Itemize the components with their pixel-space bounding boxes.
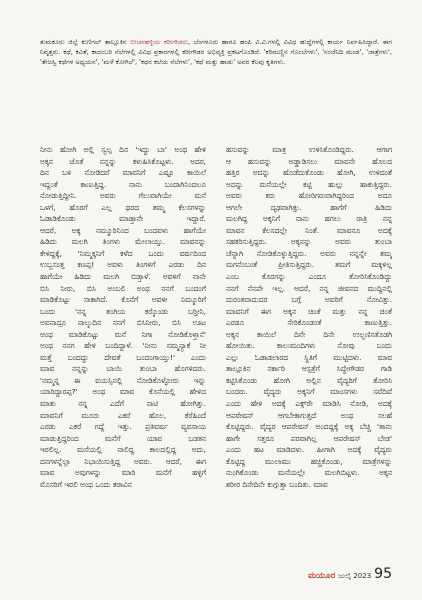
- text-line: ಆದರೆ, ಅಕ್ಕ ನಮ್ಮೂರಿನಿಂದ ಬಂದವಳು ಹಾಗೆಯೇ: [40, 225, 206, 235]
- text-line: ನನಗೆ ನೆನಪೇ ಇಲ್ಲ. ಆದರೆ, ನನ್ನ ಜೀವನದ ಮುದ್ದಿನಲ್ಲಿ: [226, 283, 392, 293]
- text-line: ಕೊಟ್ಟಿದ್ದ ಮುಲಾಮು ಹಚ್ಚಿಕೊಂಡು, ಮಾತ್ರೆಗಳನ್ನು: [226, 456, 392, 466]
- text-line: ಎಂದು ಹೇಳಿ ಅದಕ್ಕೆ ಎಕ್ಸ್‌ರೇ ಮಾಡಿಸಿ ನೋಡಿ, ಅದಕ್ಕೆ: [226, 399, 392, 409]
- article-right-column: [226, 144, 392, 490]
- text-line: ಇರಲಿಲ್ಲ. ಮನೆಯಲ್ಲಿ ನಾಲಿದ್ದ ಕಾಲದಲ್ಲಿದ್ದ ಅದು,: [40, 445, 206, 455]
- text-line: ನುಂಗಿಕೊಂಡು ಮನೆಯಲ್ಲೇ ಮಲಗಿಬಿಟ್ಟಳು. ಅಕ್ಕನ: [226, 468, 392, 478]
- text-line: ಉಬ್ಬಸಂತ್ತ ಕಣಪ್ಪ! ಅವಳು ತಿಂಗಳಿಗೆ ಎರಡು ದಿನ: [40, 260, 206, 270]
- text-line: ತಾಲ್ಲೂಕಿನ ಸರ್ಕಾರಿ ಆಸ್ಪತ್ರೆಗೆ ಸಿದ್ಧೇಗೌಡರ ಗಾಡಿ: [226, 364, 392, 374]
- text-line: ಅಂಥ ಮಾಡಿಕೊಟ್ಟು ಮನೆ ನಿಗಾ ನೋಡಿಕೊಳ್ತಾನೆ': [40, 329, 206, 339]
- text-line: ಮಾವನ ಕೆಲಸದಲ್ಲೇ ನಿಂತೆ. ಮಾವನೂ ಅದಕ್ಕೆ: [226, 225, 392, 235]
- text-line: ಕೇಳಿದ್ದಕ್ಕೆ, 'ನಿಮ್ಮಕ್ಕನಿಗೆ ಕಳೆದ ಒಂದು ವರ್ಷದಿಂದ: [40, 248, 206, 258]
- text-line: ಅಂಥ ನನಗ ಹೇಳಿ ಬಂದಿದ್ದಾಳೆ. 'ನೀನು ನಮ್ಮನ್ಯಾಕೆ ನೀ: [40, 341, 206, 351]
- text-line: ಸಹಕರಿಸುತ್ತಿದ್ದರು. ಅಕ್ಕನನ್ನು ಅವರು ತುಂಬಾ: [226, 237, 392, 247]
- page-number: 95: [374, 566, 392, 582]
- text-line: ದಿನ ಬಳಿ ನೋಡಿದರೆ ಮಾವನಿಗೆ ಎಷ್ಟೂ ಕಾಯಿಲೆ: [40, 168, 206, 178]
- text-line: ಮಾತು ನನ್ನ ಎದೆಗೆ ನಾಟಿ ಹೋಗಿತ್ತು.: [40, 399, 206, 409]
- text-line: ಒಳಗೆ, ಹೊರಗೆ ಎಲ್ಲ ಥರದ ತಮ್ಮ ಕೆಲಸಗಳನ್ನು: [40, 202, 206, 212]
- text-line: ನೋಡುತ್ತಿದ್ದೀನಿ. ಅವರು ಗೆಲುವಾಗಿಯೇ ಮನೆ: [40, 191, 206, 201]
- bio-segment-2: , ಬೆಂಗಳೂರು ಹಾಗೂ ಹಂಪಿ ವಿ.ವಿ.ಗಳಲ್ಲಿ ವಿವಿಧ ಹುದ್ದೆಗಳಲ್ಲಿ ಕಾರ್ಯ ನಿರ್ವಹಿಸಿದ್ದಾರೆ. ಈಗ ನಿವೃತ್ತರು. ಕಥೆ, ಕವಿತೆ, ಕಾದಂಬರಿ ನೆಲೆಗಳಲ್ಲಿ ವಿವಿಧ ಪ್ರಕಾರಗಳಲ್ಲಿ ಕರೀಗೌಡರ ಅಭಿವ್ಯಕ್ತಿ ಪ್ರಕಟಗೊಂಡಿದೆ. 'ಕರಿಮಣ್ಣಿನ ಗೊಂಬೆಗಳು', 'ನಂಜೆನಿದಿ ಮಂಡ', 'ಜಾತ್ರೆಗಳು', 'ತೇಜಸ್ವಿ ಕಥೆಗಳ ಅಧ್ಯಯನ', 'ಮಳೆ ಕೋಗಿಲೆ', 'ಕಥನ ಕಲೆಯ ನೆಲೆಗಳು', 'ಕಥೆ ಮತ್ತು ಹಾಡು' ಅವರ ಕೆಲವು ಕೃತಿಗಳು.: [40, 38, 392, 67]
- text-line: ಹೋಯಿತು. ಕಾಲುಮಂದಿಗಳು ನೋವು ಬಂದು: [226, 341, 392, 351]
- text-line: ಎಂಬ ಕೊರಗನ್ನು ಎಂದೂ ತೋರಿಸಿಕೊಂಡಿದ್ದು: [226, 272, 392, 282]
- text-line: ಅವರು ಕರು ಹೋರಿಗರುವಾಗಿದ್ದರಿಂದ ಅದೂ: [226, 191, 392, 201]
- issue-date: ಜುಲೈ 2023: [338, 572, 372, 580]
- text-line: ಎರಡು ಎಕರೆ ಗದ್ದೆ ಇತ್ತು. ಪ್ರತಿವರ್ಷ ವ್ಯವಸಾಯ: [40, 422, 206, 432]
- text-line: ಓಡಾಡಿಕೊಂಡು ಮಾಡ್ತಾನೇ ಇದ್ದಾರೆ.: [40, 214, 206, 224]
- text-line: ಅವನಾದ್ರೂ ನಾಲ್ಕುದಿನ ನನಗೆ ಬಿಸಿನೀರು, ಬಿಸಿ ಊಟ: [40, 318, 206, 328]
- text-line: ಮತ್ತೆ ಬಂದದ್ದು ದೇವತೆ ಬಂದಂಗಾಯ್ತು!' ಎಂದು: [40, 352, 206, 362]
- author-bio: [40, 37, 392, 68]
- text-line: ಮಾವ ಅವುಗಳನ್ನು ಮಾರಿ ಮನೆಗೆ ಹಳ್ಳಿಗೆ: [40, 468, 206, 478]
- magazine-logo: ಮಯೂರ: [308, 571, 336, 581]
- text-line: ಮಾವನಿಗೆ ಈಗ ಅಕ್ಕನ ಚಿಂತೆ ಮತ್ತು ನನ್ನ ಚಿಂತೆ: [226, 306, 392, 316]
- text-line: ಬಂದರು. ವೈದ್ಯರು ಅಕ್ಕನಿಗೆ ಮಾಂಸಗಳು ಸವೆದಿವೆ: [226, 387, 392, 397]
- text-line: ಚೆನ್ನಾಗಿ ನೋಡಿಕೊಳ್ಳುತ್ತಿದ್ದರು. ಅವರು ನನ್ನನ್ನೇ ತಮ್ಮ: [226, 248, 392, 258]
- text-line: ದುರಂತವಾದುದರ ಬಗ್ಗೆ ಅವರಿಗೆ ನೋವಿತ್ತು.: [226, 295, 392, 305]
- text-line: ಇದ್ದಂತೆ ಕಾಣುತ್ತಿದ್ದ. ನಾನು ಬಂದಾಗಿನಿಂದಲೂ: [40, 179, 206, 189]
- text-line: ಮೊಸರಿಗೆ ಇರಲಿ ಅಂಥ ಒಂದು ಕರಾವಿನ: [40, 479, 132, 489]
- text-line: ಅಕ್ಕನ ಜೊತೆ ನನ್ನನ್ನು ಕಳುಹಿಸಿಕೊಟ್ಟಳು. ಅದರ,: [40, 156, 206, 166]
- text-line: ಮಾಡುತ್ತಿದ್ದರಿಂದ ಮನೆಗೆ ಯಾವ ಬಡತನ: [40, 433, 206, 443]
- text-line: ಎಲ್ಲು ಓಡಾಡಲಾರದ ಸ್ಥಿತಿಗೆ ಮುಟ್ಟಿದಳು. ಮಾವ: [226, 352, 392, 362]
- text-line: ಬಂದು 'ನನ್ನ ತಂಗಿಯ ಕರ್‍ಕೊಂಡು ಬರ್‍ತೀನಿ,: [40, 306, 206, 316]
- bio-segment-0: ತುಮಕೂರು ಜಿಲ್ಲೆ ಕುಣಿಗಲ್ ತಾಲ್ಲೂಕಿನ: [40, 38, 131, 46]
- text-line: ಶರೀರ ದಿನೇದಿನೇ ಕುಗ್ಗುತ್ತಾ ಬಂದಿತು. ಮಾವ: [226, 479, 328, 489]
- text-line: ಬಿಸಿ ನೀರು, ಬಿಸಿ ಅಂಬಲಿ ಅಂಥ ನನಗೆ ಬಂದಂಗೆ: [40, 283, 206, 293]
- text-line: ಎರಡೂ ಸೇರಿಕೊಂಡಂತೆ ಕಾಣುತ್ತಿತ್ತು.: [226, 318, 392, 328]
- text-line: ನೀನು ಹೋಗಿ ಅಲ್ಲಿ ಸ್ವಲ್ಪ ದಿನ 'ಇದ್ದು ಬಾ' ಅಂಥ ಹೇಳಿ: [40, 145, 206, 154]
- text-line: ಯಾರಿದ್ದಾರಪ್ಪ?' ಅಂಥ ಮಾವ ಕೊನೆಯಲ್ಲಿ ಹೇಳಿದ: [40, 387, 206, 397]
- article-left-column: [40, 144, 206, 490]
- bio-author-name: ಬೀಚನಹಳ್ಳಿಯ ಕರೀಗೌಡರು: [130, 38, 188, 46]
- text-line: ಮಗನೆಂಬಂತೆ ಪ್ರೀತಿಸುತ್ತಿದ್ದರು. ತಮಗೆ ಮಕ್ಕಳಿಲ್ಲ: [226, 260, 392, 270]
- text-line: ಹಸುವನ್ನು ಮಾತ್ರ ಉಳಿಸಿಕೊಂಡಿದ್ದರು. ಆಗಾಗ: [226, 145, 392, 154]
- text-line: ಆ ಹಸುವನ್ನು ಅಡ್ಡಾಡಿಸಲು ಮಾವನೇ ಹೊಲದ: [226, 156, 392, 166]
- text-line: ಮಾವ ನನ್ನನ್ನು ಬಾಯಿ ತುಂಬಾ ಹೊಗಳಿದರು.: [40, 364, 206, 374]
- text-line: ಕೊಟ್ಟಿದ್ದರು. ವೈದ್ಯರ ಆಪರೇಷನ್ ಅಂದದ್ದಕ್ಕೆ ಅಕ್ಕ ಬೆಚ್ಚಿ 'ತಾನು: [226, 422, 392, 432]
- text-line: ಮಲಗಿದ್ದ ಅಕ್ಕನಿಗೆ ನಾನು ಹಗಲು ರಾತ್ರಿ ನನ್ನ: [226, 214, 392, 224]
- text-line: ಮಾವನಿಗೆ ಮೂರು ಎಕರೆ ಹೊಲ, ಕೆರೆಹಿಂದೆ: [40, 410, 206, 420]
- text-line: 'ನಮ್ಮನ್ನ ಈ ವಯಸ್ಸಿನಲ್ಲಿ ನೋಡಿಕೊಳ್ಳೋರು ಇನ್ನು: [40, 375, 206, 385]
- text-line: ಹಾಗೇ ಸತ್ತರೂ ಪರವಾಗಿಲ್ಲ ಆಪರೇಷನ್ ಬೇಡ': [226, 433, 392, 443]
- text-line: ಆಗಲೇ ದೃಢವಾಗಿತ್ತು. ಹಾಗೆಗೆ ಹಿಡಿದು: [226, 202, 392, 212]
- text-line: ಹಾಗೆಯೇ ಹಿಡಿದು ಮಲಗಿ ಬಿಡ್ತಾಳೆ. ಅವಳಿಗೆ ನಾನೇ: [40, 272, 206, 282]
- text-line: ಅಕ್ಕನ ಕಾಯಿಲೆ ದಿನೇ ದಿನೇ ಉಲ್ಬಣಿಸತೊಡಗಿ: [226, 329, 392, 339]
- text-line: ಹತ್ತಿರ ಅದನ್ನು ಹೊಡೆದುಕೊಂಡು ಹೋಗಿ, ಉಳಿದಂತೆ: [226, 168, 392, 178]
- text-line: ಅದನ್ನು ಮನೆಯಲ್ಲೇ ಕಟ್ಟಿ ಹುಲ್ಲು ಹಾಕುತ್ತಿದ್ದರು.: [226, 179, 392, 189]
- text-line: ಎಂದು ಹಟ ಮಾಡಿದಳು. ಹೀಗಾಗಿ ಅದಕ್ಕೆ ವೈದ್ಯರು: [226, 445, 392, 455]
- text-line: ದನಗಳನ್ನೆಲ್ಲಾ ನಿಭಾಯಿಸುತ್ತಿದ್ದ ಅವರು. ಆದರೆ, ಈಗ: [40, 456, 206, 466]
- text-line: ಹಿಡಿದು ಮಲಗಿ ತಿಂಗಳು ಮೇಲಾಯ್ತು. ಮಾವನನ್ನು: [40, 237, 206, 247]
- page-footer: [300, 567, 392, 581]
- text-line: ಆಪರೇಷನ್ ಆಗಬೇಕಾಗುತ್ತದೆ ಅಂಥ ಸಲಹೆ: [226, 410, 392, 420]
- text-line: ಮಾಡಿಕೊಟ್ಟು ಸಾಕಾಗಿದೆ. ಕೊನೆಗೆ ಅವಳೀ ನಿಮ್ಮೂರಿಗೆ: [40, 295, 206, 305]
- text-line: ಕಟ್ಟಿಸಿಕೊಂಡು ಹೋಗಿ ಅಲ್ಲಿನ ವೈದ್ಯರಿಗೆ ತೋರಿಸಿ: [226, 375, 392, 385]
